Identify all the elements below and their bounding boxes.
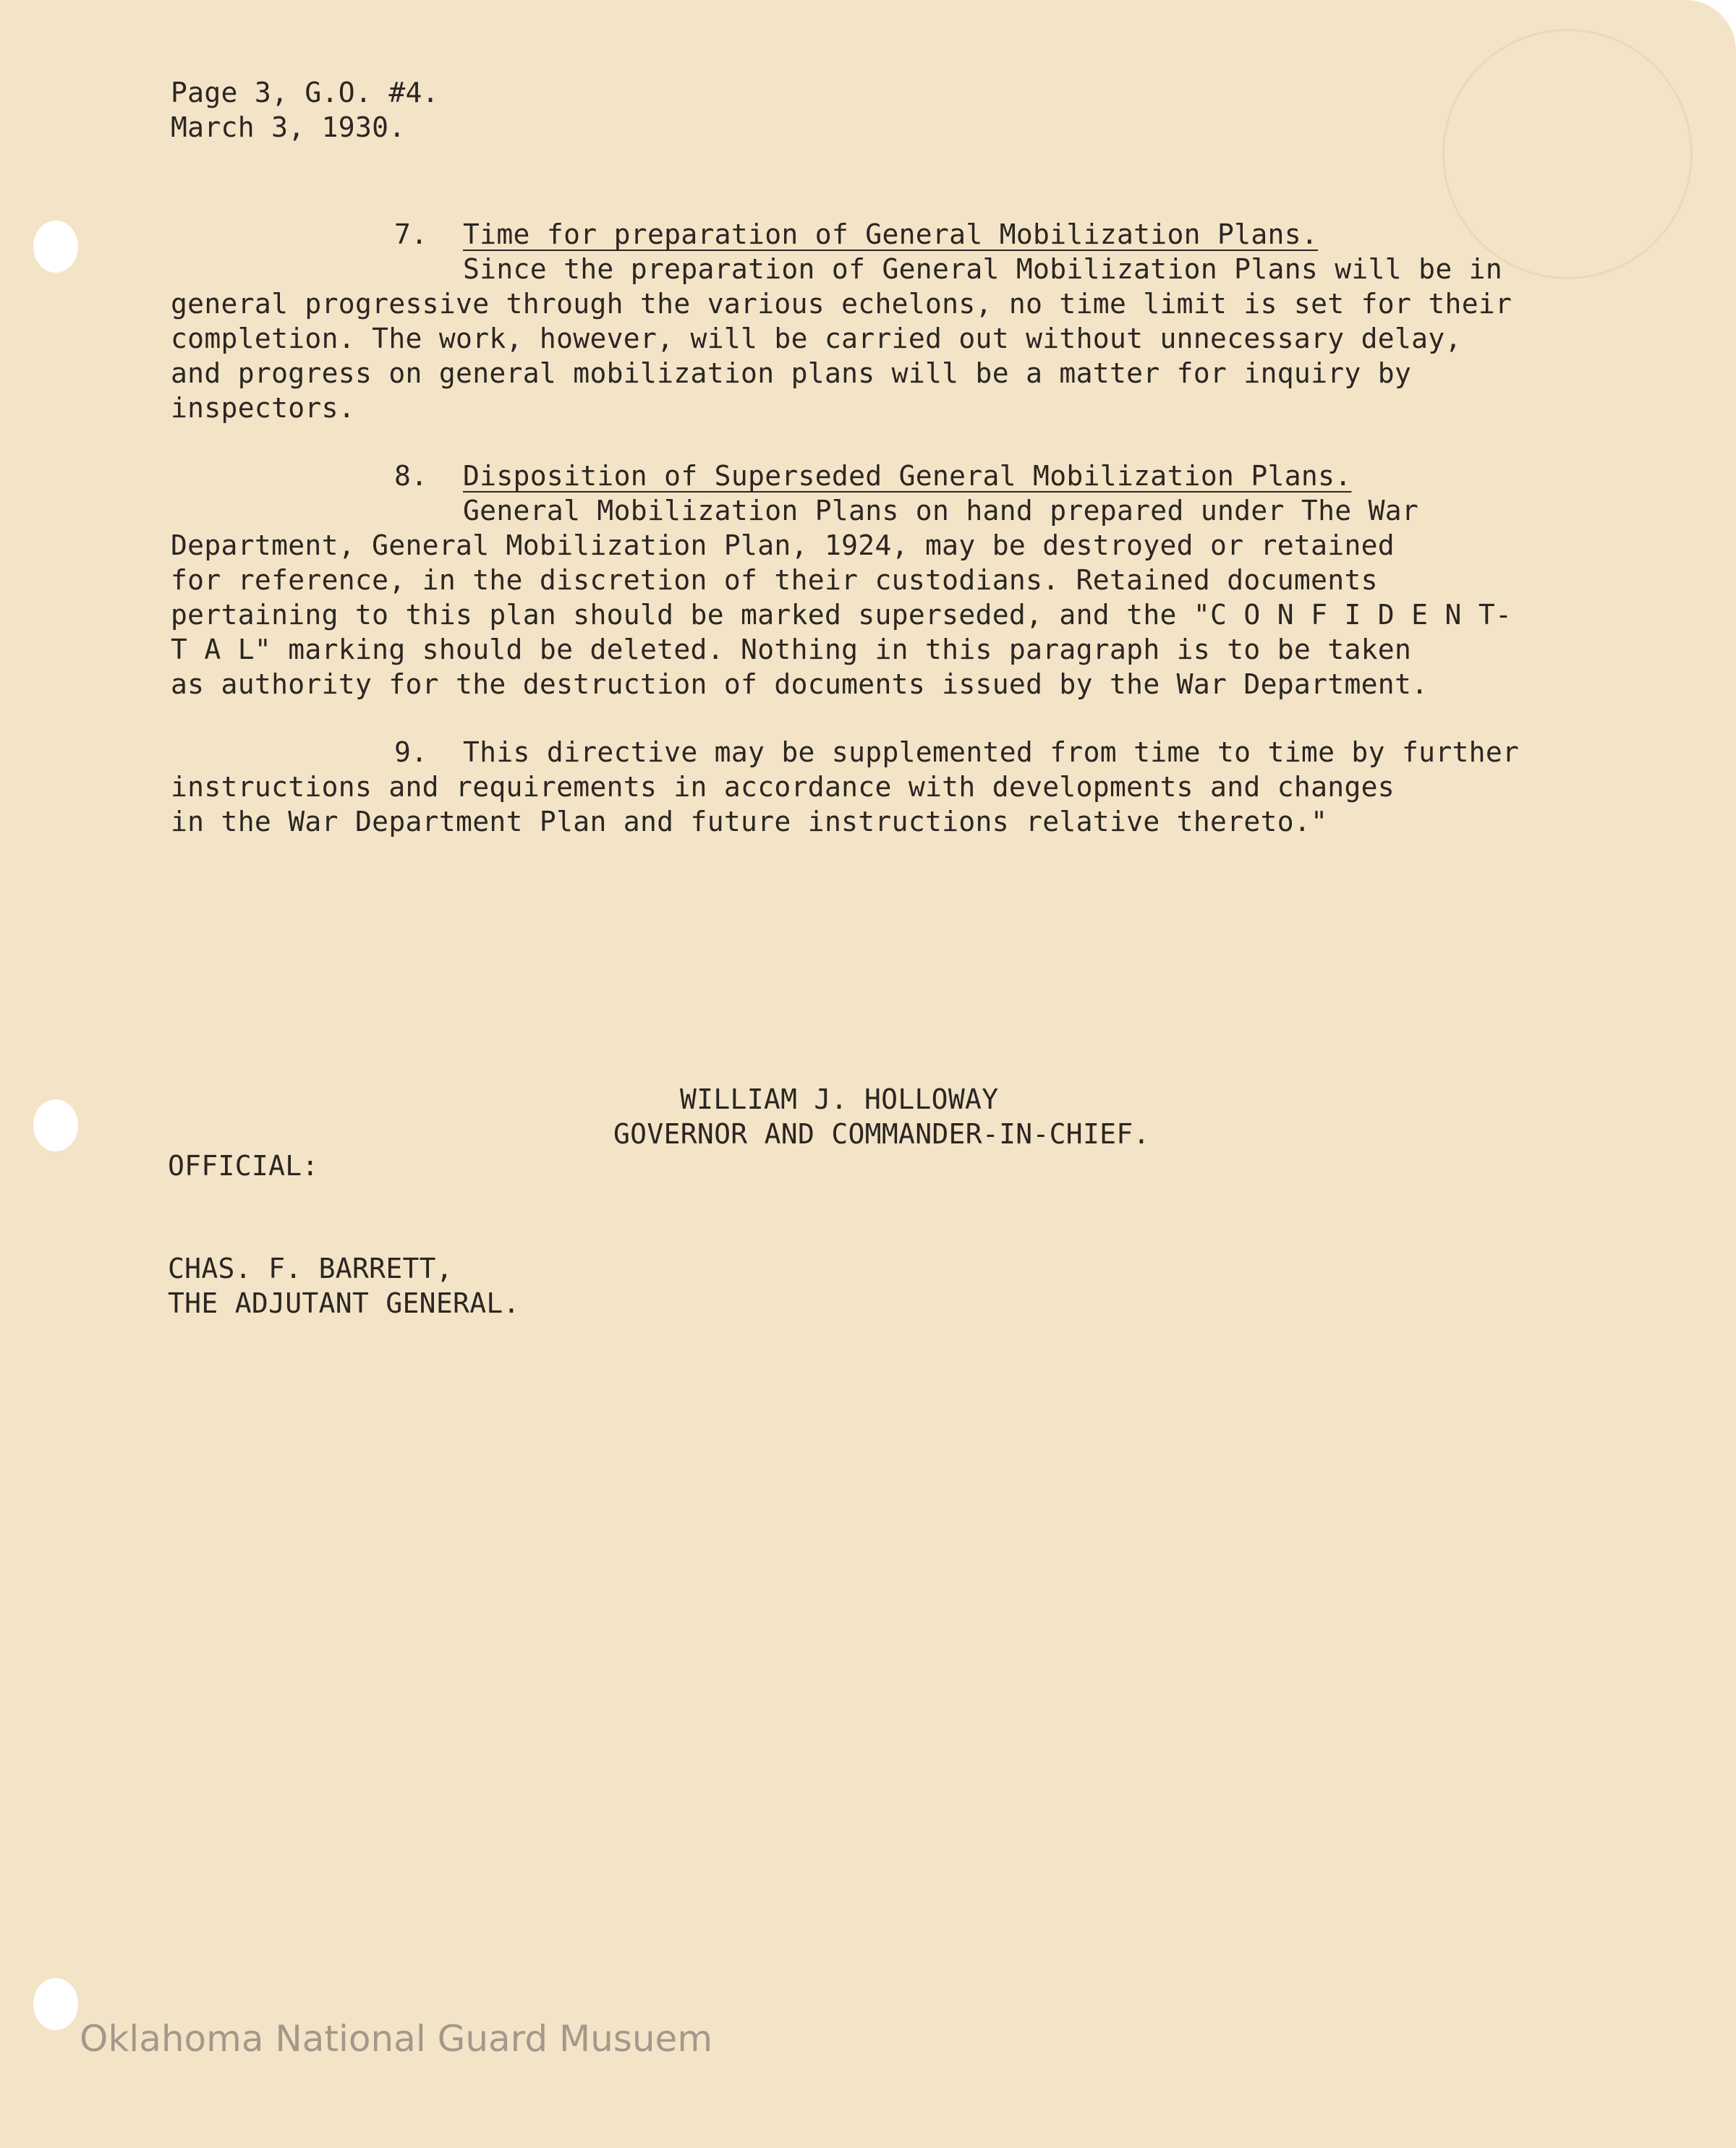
official-name: CHAS. F. BARRETT, [168, 1253, 454, 1284]
paragraph-line: in the War Department Plan and future instructions relative thereto." [171, 806, 1328, 838]
paragraph-line: instructions and requirements in accordance with developments and changes [171, 771, 1395, 803]
signatory-name: WILLIAM J. HOLLOWAY [680, 1083, 999, 1115]
document-date: March 3, 1930. [171, 111, 406, 143]
signatory-title: GOVERNOR AND COMMANDER-IN-CHIEF. [613, 1118, 1150, 1150]
embossed-seal [1442, 29, 1693, 279]
paragraph-line: and progress on general mobilization plans will be a matter for inquiry by [171, 357, 1412, 389]
paragraph-line: Department, General Mobilization Plan, 1924, may be destroyed or retained [171, 529, 1395, 561]
paragraph-line: for reference, in the discretion of their custodians. Retained documents [171, 564, 1378, 596]
official-title: THE ADJUTANT GENERAL. [168, 1287, 520, 1319]
paragraph-line: general progressive through the various echelons, no time limit is set for their [171, 288, 1512, 320]
punch-hole [33, 1099, 78, 1151]
punch-hole [33, 221, 78, 273]
paragraph-line: General Mobilization Plans on hand prepared under The War [463, 495, 1419, 527]
official-label: OFFICIAL: [168, 1150, 319, 1182]
paragraph-line: inspectors. [171, 392, 355, 424]
paragraph-line: T A L" marking should be deleted. Nothing in this paragraph is to be taken [171, 634, 1412, 665]
museum-watermark: Oklahoma National Guard Musuem [80, 2018, 713, 2060]
paragraph-heading: Disposition of Superseded General Mobilization Plans. [463, 460, 1352, 492]
paragraph-number: 9. [394, 736, 428, 768]
paragraph-heading: Time for preparation of General Mobilization Plans. [463, 218, 1319, 250]
paragraph-line: This directive may be supplemented from time to time by further [463, 736, 1520, 768]
page-reference: Page 3, G.O. #4. [171, 77, 439, 108]
paragraph-line: pertaining to this plan should be marked superseded, and the "C O N F I D E N T- [171, 599, 1512, 631]
paragraph-line: as authority for the destruction of documents issued by the War Department. [171, 668, 1429, 700]
paragraph-number: 8. [394, 460, 428, 492]
paragraph-line: Since the preparation of General Mobilization Plans will be in [463, 253, 1503, 285]
punch-hole [33, 1978, 78, 2030]
paragraph-line: completion. The work, however, will be carried out without unnecessary delay, [171, 323, 1462, 354]
paragraph-number: 7. [394, 218, 428, 250]
